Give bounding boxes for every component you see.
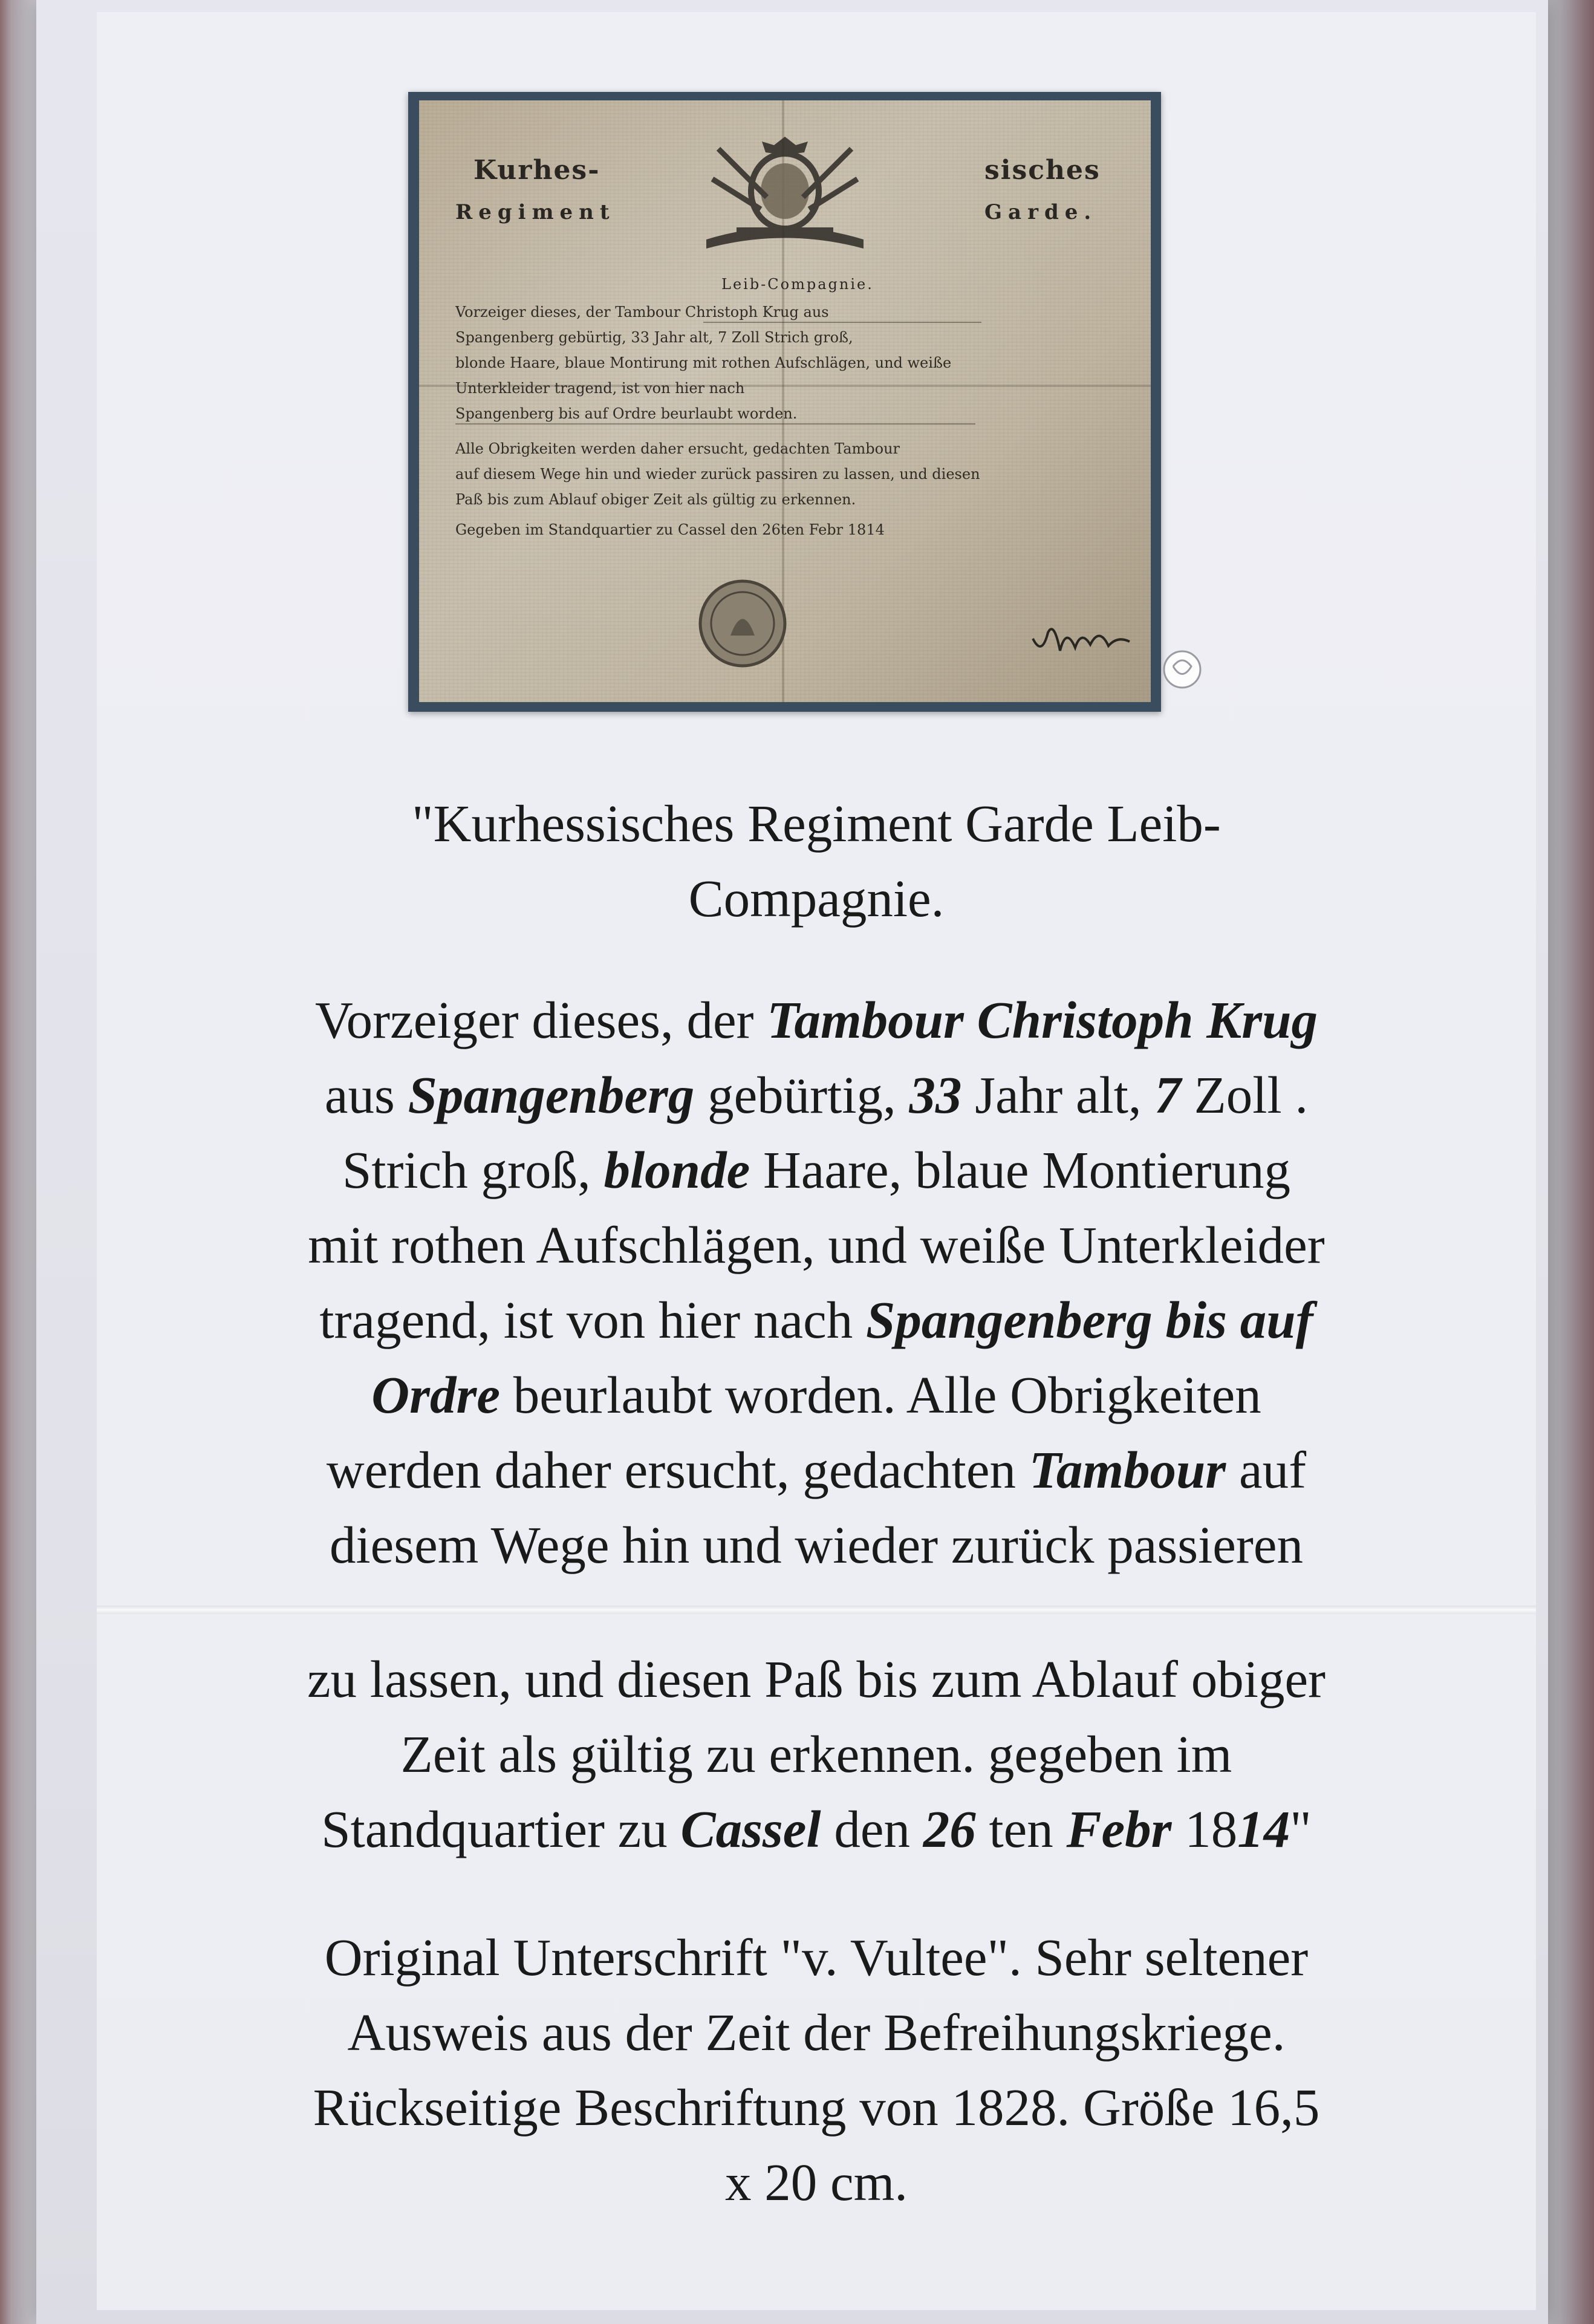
- text-line: [97, 1642, 1536, 1717]
- emphasized-text: Spangenberg bis auf: [865, 1291, 1313, 1349]
- text-segment: Vorzeiger dieses, der: [315, 991, 767, 1049]
- note-line: Rückseitige Beschriftung von 1828. Größe 16,5: [313, 2078, 1320, 2137]
- text-segment: tragend, ist von hier nach: [319, 1291, 866, 1349]
- emphasized-text: Tambour: [1029, 1440, 1226, 1499]
- text-line: [97, 1508, 1536, 1583]
- text-segment: Jahr alt,: [961, 1066, 1155, 1124]
- text-line: [97, 1358, 1536, 1433]
- text-line: [97, 1283, 1536, 1358]
- header-left-2: Regiment: [455, 200, 616, 224]
- text-line: [97, 1792, 1536, 1867]
- title-line: "Kurhessisches Regiment Garde Leib-: [412, 794, 1221, 853]
- text-segment: Zeit als gültig zu erkennen. gegeben im: [400, 1725, 1232, 1783]
- text-line: [97, 1208, 1536, 1283]
- document-line: Vorzeiger dieses, der Tambour Christoph Krug aus: [455, 304, 829, 321]
- text-segment: zu lassen, und diesen Paß bis zum Ablauf obiger: [307, 1650, 1326, 1708]
- document-line: Paß bis zum Ablauf obiger Zeit als gültig zu erkennen.: [455, 491, 856, 508]
- note-line: x 20 cm.: [724, 2153, 908, 2212]
- coat-of-arms-icon: [694, 125, 876, 258]
- text-segment: Standquartier zu: [321, 1800, 681, 1858]
- document-line: Spangenberg bis auf Ordre beurlaubt worden.: [455, 405, 798, 422]
- text-line: [97, 983, 1536, 1058]
- wax-seal-icon: [697, 578, 788, 669]
- text-segment: beurlaubt worden. Alle Obrigkeiten: [499, 1365, 1261, 1424]
- stamp-icon: [1158, 636, 1206, 703]
- document-line: blonde Haare, blaue Montirung mit rothen Aufschlägen, und weiße: [455, 354, 952, 371]
- document-photo: [408, 92, 1161, 712]
- text-segment: auf: [1226, 1440, 1307, 1499]
- company-label: Leib-Compagnie.: [721, 276, 874, 293]
- text-segment: Haare, blaue Montierung: [750, 1141, 1291, 1199]
- document-line: Spangenberg gebürtig, 33 Jahr alt, 7 Zoll Strich groß,: [455, 329, 853, 346]
- text-line: [97, 1433, 1536, 1508]
- fill-in-rule: [703, 322, 981, 323]
- note-line: Original Unterschrift "v. Vultee". Sehr seltener: [324, 1928, 1309, 1987]
- transcription-paragraph-2: [97, 1642, 1536, 1867]
- text-segment: den: [821, 1800, 923, 1858]
- header-right: sisches: [984, 155, 1101, 186]
- title-line: Compagnie.: [688, 869, 945, 928]
- text-segment: ": [1290, 1800, 1312, 1858]
- document-line: Gegeben im Standquartier zu Cassel den 26ten Febr 1814: [455, 521, 885, 538]
- emphasized-text: Febr: [1066, 1800, 1172, 1858]
- emphasized-text: Spangenberg: [408, 1066, 695, 1124]
- text-segment: aus: [324, 1066, 408, 1124]
- document-line: Unterkleider tragend, ist von hier nach: [455, 380, 745, 397]
- emphasized-text: blonde: [603, 1141, 750, 1199]
- text-segment: ten: [975, 1800, 1067, 1858]
- header-right-2: Garde.: [984, 200, 1098, 224]
- fill-in-rule: [455, 423, 975, 425]
- emphasized-text: 14: [1237, 1800, 1290, 1858]
- emphasized-text: Ordre: [371, 1365, 500, 1424]
- emphasized-text: 26: [923, 1800, 976, 1858]
- text-line: [97, 1058, 1536, 1133]
- text-segment: werden daher ersucht, gedachten: [326, 1440, 1029, 1499]
- signature-icon: [1030, 614, 1133, 663]
- document-line: auf diesem Wege hin und wieder zurück passiren zu lassen, und diesen: [455, 466, 980, 483]
- text-line: [97, 1133, 1536, 1208]
- transcription-notes: [97, 1920, 1536, 2220]
- emphasized-text: Cassel: [680, 1800, 821, 1858]
- text-segment: 18: [1171, 1800, 1238, 1858]
- emphasized-text: 33: [909, 1066, 962, 1124]
- header-left: Kurhes-: [473, 155, 600, 186]
- note-line: Ausweis aus der Zeit der Befreihungskriege.: [347, 2003, 1286, 2062]
- transcription-title: [97, 786, 1536, 936]
- transcription-paragraph-1: [97, 983, 1536, 1583]
- emphasized-text: 7: [1154, 1066, 1181, 1124]
- page-seam: [97, 1606, 1536, 1614]
- emphasized-text: Tambour Christoph Krug: [767, 991, 1318, 1049]
- text-segment: mit rothen Aufschlägen, und weiße Unterkleider: [308, 1216, 1325, 1274]
- text-segment: diesem Wege hin und wieder zurück passieren: [329, 1515, 1303, 1574]
- text-segment: gebürtig,: [694, 1066, 909, 1124]
- text-segment: Strich groß,: [342, 1141, 604, 1199]
- text-line: [97, 1717, 1536, 1792]
- document-line: Alle Obrigkeiten werden daher ersucht, gedachten Tambour: [455, 440, 900, 457]
- text-segment: Zoll .: [1180, 1066, 1309, 1124]
- old-passport-paper: [419, 100, 1151, 702]
